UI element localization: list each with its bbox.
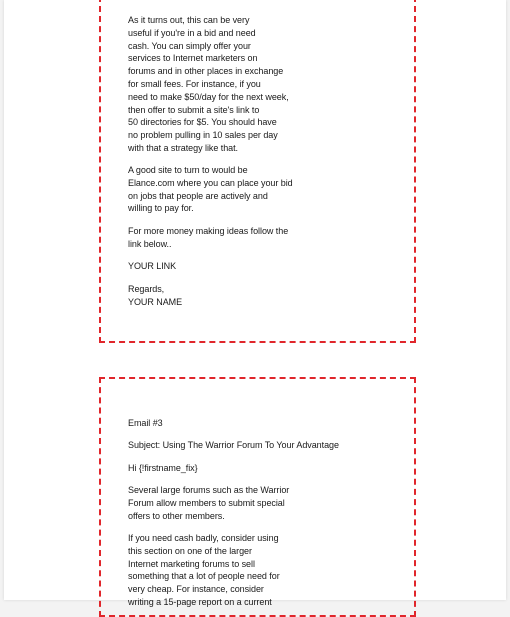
text-line: need to make $50/day for the next week, <box>128 91 289 102</box>
text-line: Internet marketing forums to sell <box>128 558 255 569</box>
text-line: very cheap. For instance, consider <box>128 584 264 595</box>
text-line: YOUR NAME <box>128 296 183 307</box>
document-page <box>4 0 506 607</box>
email-subject: Subject: Using The Warrior Forum To Your Advantage <box>128 440 339 450</box>
paragraph-follow-link <box>128 225 288 251</box>
text-line: forums and in other places in exchange <box>128 66 284 77</box>
text-line: YOUR LINK <box>128 261 177 271</box>
email-box-previous <box>99 0 416 343</box>
text-line: Elance.com where you can place your bid <box>128 177 293 188</box>
paragraph-need-cash <box>128 532 280 609</box>
text-line: Several large forums such as the Warrior <box>128 485 290 495</box>
text-line: offers to other members. <box>128 510 225 521</box>
text-line: then offer to submit a site's link to <box>128 104 260 115</box>
text-line: cash. You can simply offer your <box>128 40 251 51</box>
text-line: willing to pay for. <box>128 203 194 214</box>
text-line: for small fees. For instance, if you <box>128 78 261 89</box>
email-box-3 <box>99 377 416 617</box>
email-title: Email #3 <box>128 418 163 428</box>
text-line: something that a lot of people need for <box>128 571 280 582</box>
text-line: services to Internet marketers on <box>128 53 258 64</box>
text-line: For more money making ideas follow the <box>128 226 289 236</box>
paragraph-large-forums <box>128 484 289 522</box>
text-line: writing a 15-page report on a current <box>128 596 272 607</box>
paragraph-elance <box>128 164 293 215</box>
text-line: Regards, <box>128 284 165 294</box>
text-line: no problem pulling in 10 sales per day <box>128 130 278 141</box>
paragraph-cash-services <box>128 14 289 155</box>
text-line: If you need cash badly, consider using <box>128 533 279 543</box>
text-line: this section on one of the larger <box>128 545 252 556</box>
text-line: Forum allow members to submit special <box>128 497 285 508</box>
signature <box>128 283 182 309</box>
text-line: A good site to turn to would be <box>128 165 248 175</box>
text-line: 50 directories for $5. You should have <box>128 117 277 128</box>
link-placeholder <box>128 260 176 273</box>
text-line: link below.. <box>128 238 172 249</box>
email-greeting: Hi {!firstname_fix} <box>128 463 198 473</box>
text-line: on jobs that people are actively and <box>128 190 268 201</box>
text-line: As it turns out, this can be very <box>128 15 250 25</box>
text-line: useful if you're in a bid and need <box>128 27 256 38</box>
text-line: with that a strategy like that. <box>128 142 239 153</box>
